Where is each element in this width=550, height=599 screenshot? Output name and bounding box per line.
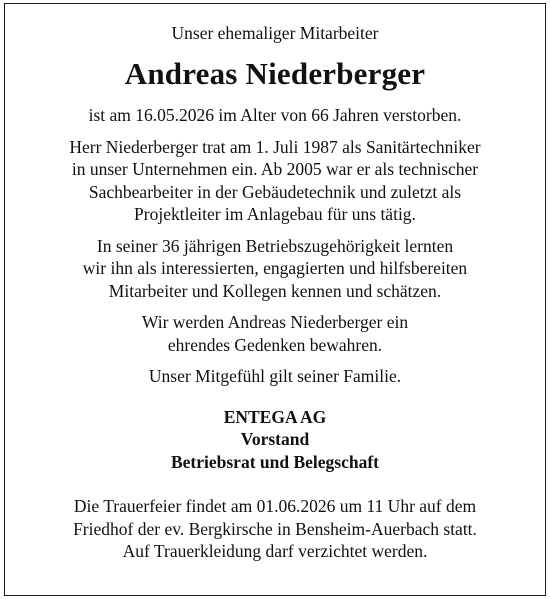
signatory-staff: Betriebsrat und Belegschaft (170, 451, 380, 472)
funeral-line: Die Trauerfeier findet am 01.06.2026 um 11 Uhr auf dem (73, 496, 477, 516)
sympathy-paragraph (5, 365, 545, 388)
career-line: in unser Unternehmen ein. Ab 2005 war er als technischer (71, 159, 479, 179)
funeral-line: Auf Trauerkleidung darf verzichtet werden. (122, 541, 428, 561)
sympathy-line: Unser Mitgefühl gilt seiner Familie. (148, 366, 402, 386)
memory-line: Wir werden Andreas Niederberger ein (141, 312, 409, 332)
service-years-paragraph (5, 235, 545, 303)
intro-text: Unser ehemaliger Mitarbeiter (171, 23, 379, 43)
notice-border-frame (4, 3, 546, 596)
memory-line: ehrendes Gedenken bewahren. (167, 334, 383, 355)
career-line: Sachbearbeiter in der Gebäudetechnik und zuletzt als (88, 181, 462, 202)
career-line: Herr Niederberger trat am 1. Juli 1987 als Sanitärtechniker (69, 136, 481, 157)
signatories-block (5, 406, 545, 474)
death-notice-text (5, 104, 545, 127)
signatory-board: Vorstand (240, 429, 310, 449)
funeral-line: Friedhof der ev. Bergkirsche in Bensheim-Auerbach statt. (73, 518, 477, 539)
memory-paragraph (5, 311, 545, 356)
death-notice-line: ist am 16.05.2026 im Alter von 66 Jahren verstorben. (88, 105, 462, 125)
service-years-line: wir ihn als interessierten, engagierten und hilfsbereiten (82, 258, 468, 278)
service-years-line: Mitarbeiter und Kollegen kennen und schätzen. (108, 280, 442, 301)
career-paragraph (5, 136, 545, 226)
funeral-details (5, 495, 545, 563)
deceased-name: Andreas Niederberger (124, 56, 426, 91)
career-line: Projektleiter im Anlagebau für uns tätig. (134, 204, 416, 224)
service-years-line: In seiner 36 jährigen Betriebszugehörigkeit lernten (96, 235, 454, 256)
signatory-company: ENTEGA AG (223, 406, 327, 427)
